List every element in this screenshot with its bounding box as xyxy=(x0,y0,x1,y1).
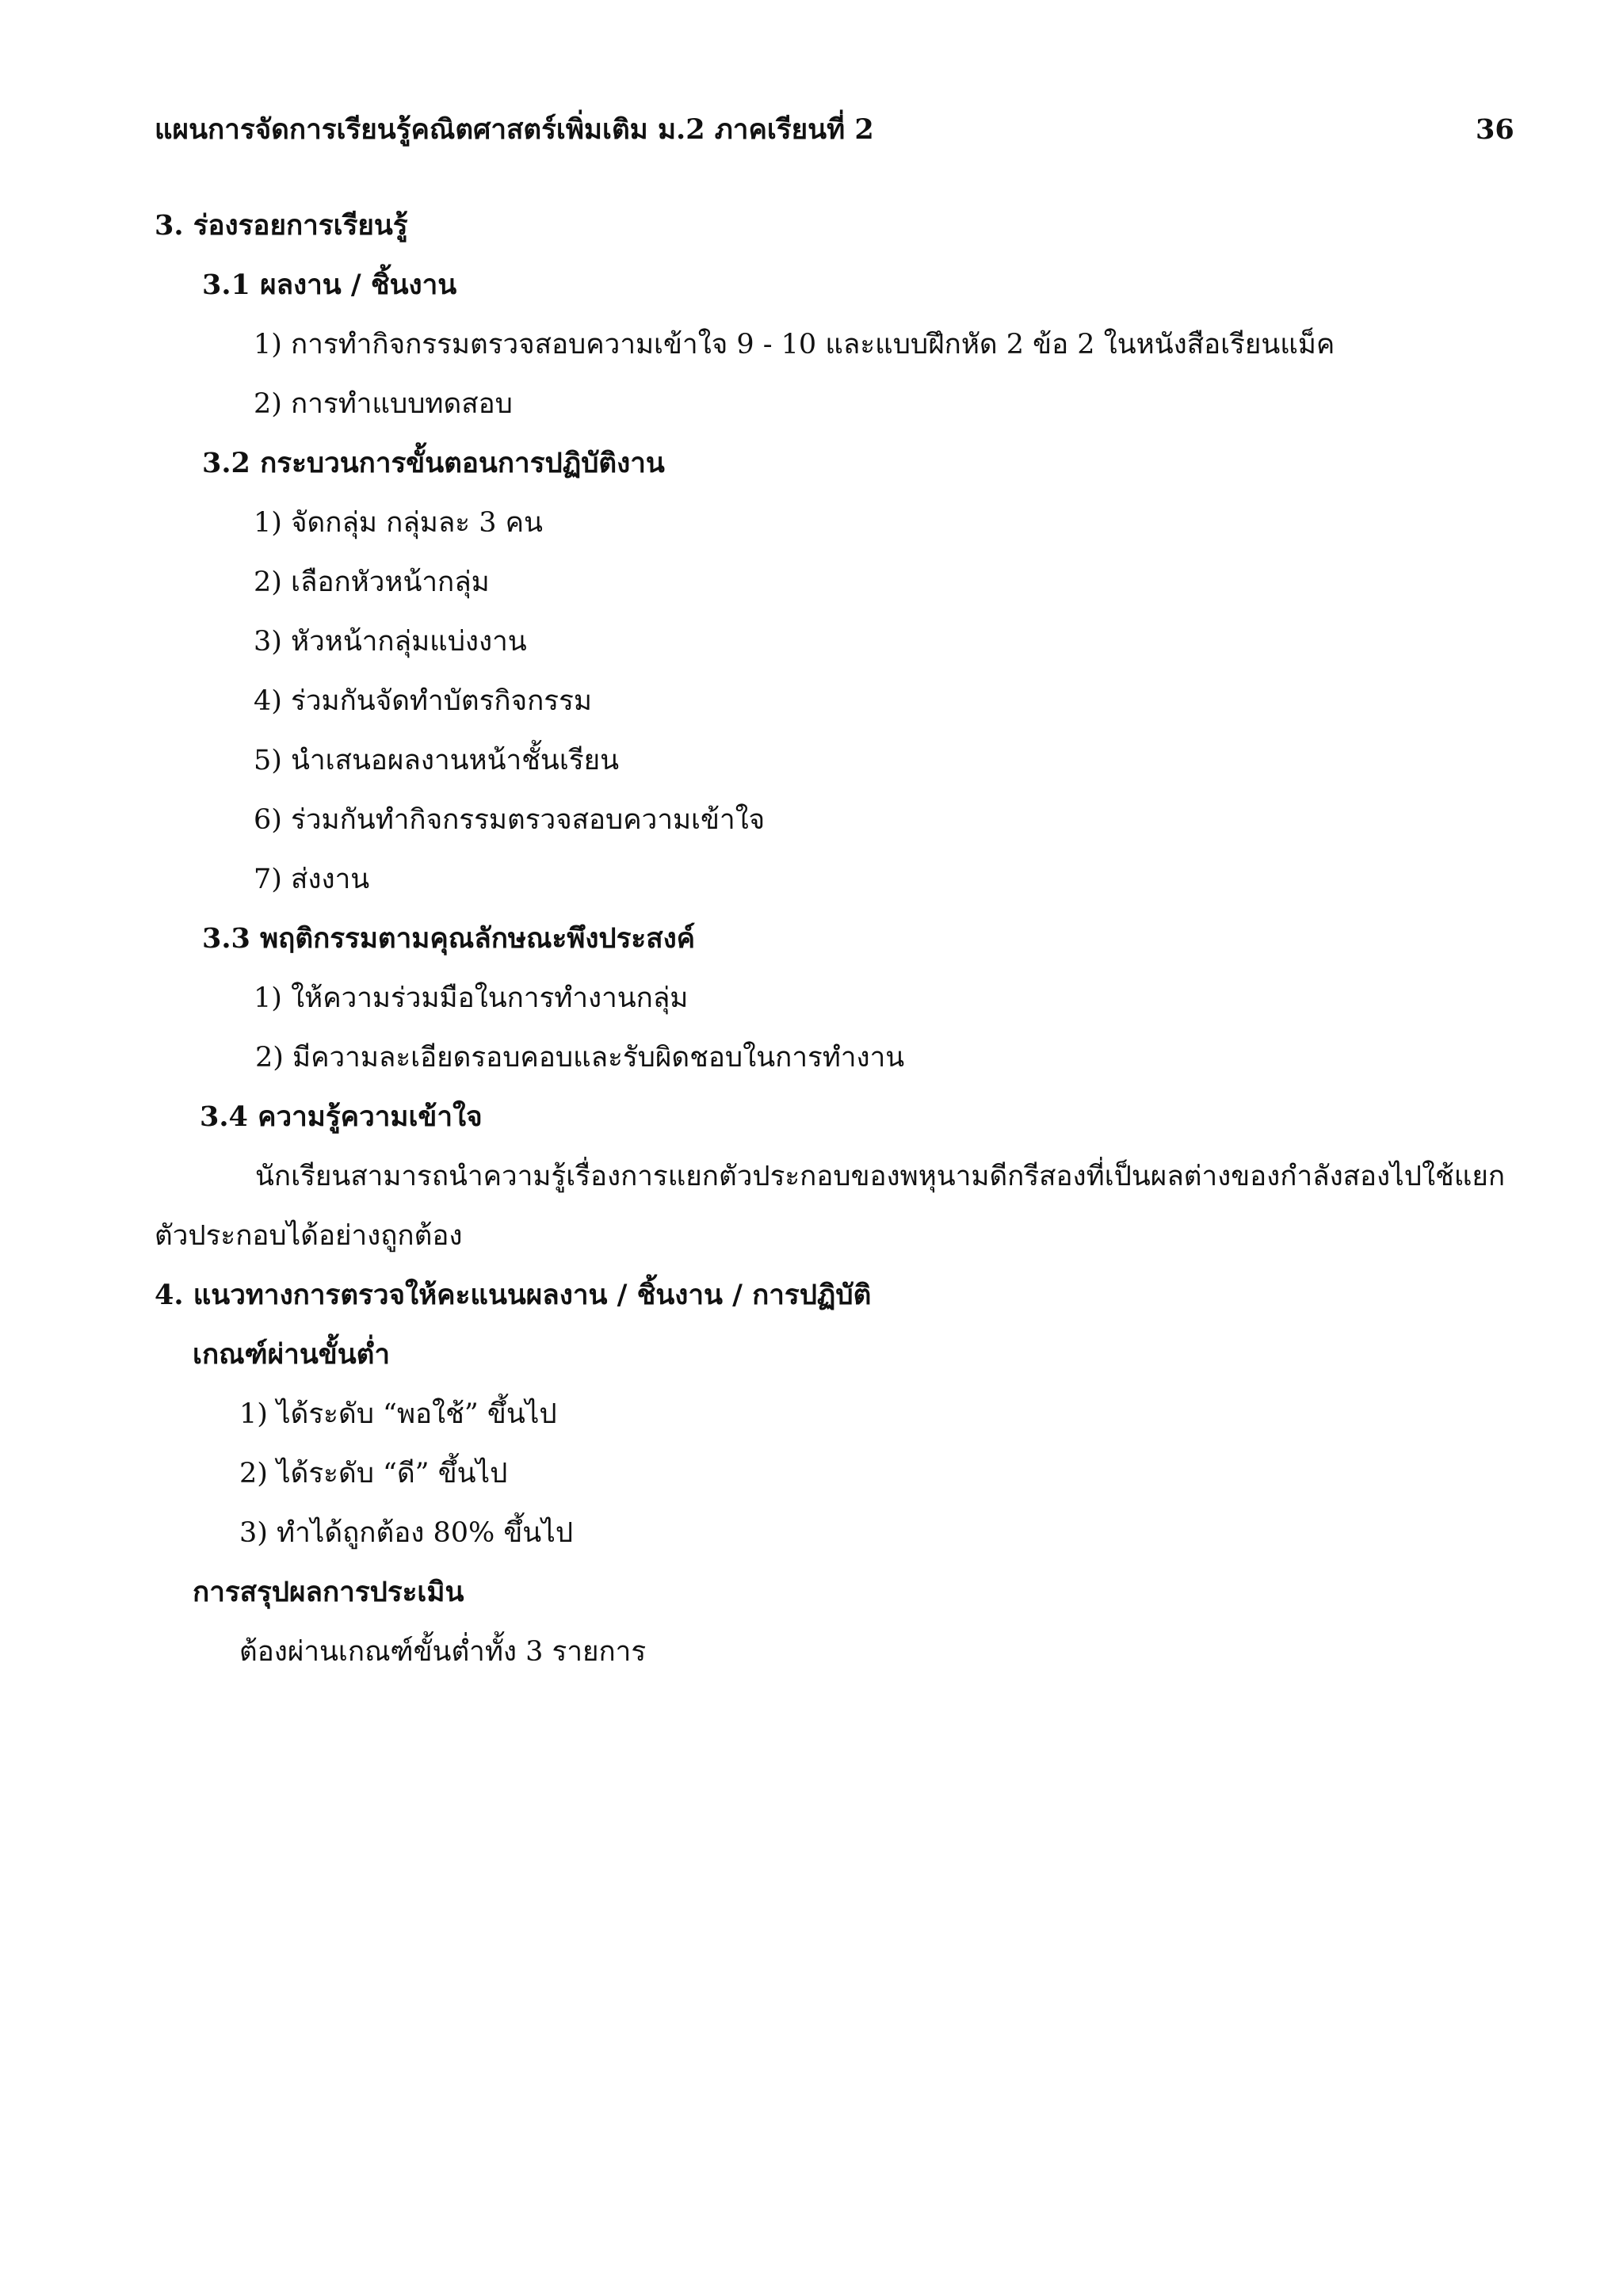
summary-text: ต้องผ่านเกณฑ์ขั้นต่ำทั้ง 3 รายการ xyxy=(239,1636,647,1668)
criteria-heading: เกณฑ์ผ่านขั้นต่ำ xyxy=(193,1338,390,1371)
list-item: 5) นำเสนอผลงานหน้าชั้นเรียน xyxy=(254,745,620,776)
list-item: 2) มีความละเอียดรอบคอบและรับผิดชอบในการทำงาน xyxy=(255,1042,905,1074)
page-number: 36 xyxy=(1476,113,1514,146)
list-item: 2) การทำแบบทดสอบ xyxy=(254,388,513,420)
criteria-item: 2) ได้ระดับ “ดี” ขึ้นไป xyxy=(239,1458,508,1489)
list-item: 4) ร่วมกันจัดทำบัตรกิจกรรม xyxy=(254,685,592,717)
criteria-item: 3) ทำได้ถูกต้อง 80% ขึ้นไป xyxy=(239,1517,574,1549)
paragraph-line: ตัวประกอบได้อย่างถูกต้อง xyxy=(155,1220,463,1252)
paragraph-line: นักเรียนสามารถนำความรู้เรื่องการแยกตัวประกอบของพหุนามดีกรีสองที่เป็นผลต่างของกำลังสองไปใช้แยก xyxy=(255,1161,1506,1192)
list-item: 2) เลือกหัวหน้ากลุ่ม xyxy=(254,566,490,598)
list-item: 7) ส่งงาน xyxy=(254,864,370,895)
subsection-3-2-heading: 3.2 กระบวนการขั้นตอนการปฏิบัติงาน xyxy=(202,447,665,479)
header-title: แผนการจัดการเรียนรู้คณิตศาสตร์เพิ่มเติม ม.2 ภาคเรียนที่ 2 xyxy=(155,113,874,146)
section-3-heading: 3. ร่องรอยการเรียนรู้ xyxy=(155,209,408,242)
subsection-3-4-heading: 3.4 ความรู้ความเข้าใจ xyxy=(200,1100,483,1133)
list-item: 1) จัดกลุ่ม กลุ่มละ 3 คน xyxy=(254,507,543,539)
subsection-3-1-heading: 3.1 ผลงาน / ชิ้นงาน xyxy=(202,269,457,301)
section-4-heading: 4. แนวทางการตรวจให้คะแนนผลงาน / ชิ้นงาน / การปฏิบัติ xyxy=(155,1279,872,1311)
list-item: 1) การทำกิจกรรมตรวจสอบความเข้าใจ 9 - 10 และแบบฝึกหัด 2 ข้อ 2 ในหนังสือเรียนแม็ค xyxy=(254,329,1335,360)
list-item: 1) ให้ความร่วมมือในการทำงานกลุ่ม xyxy=(254,982,689,1014)
list-item: 3) หัวหน้ากลุ่มแบ่งงาน xyxy=(254,626,527,658)
list-item: 6) ร่วมกันทำกิจกรรมตรวจสอบความเข้าใจ xyxy=(254,804,766,836)
summary-heading: การสรุปผลการประเมิน xyxy=(193,1576,464,1608)
criteria-item: 1) ได้ระดับ “พอใช้” ขึ้นไป xyxy=(239,1398,557,1430)
subsection-3-3-heading: 3.3 พฤติกรรมตามคุณลักษณะพึงประสงค์ xyxy=(202,922,696,955)
